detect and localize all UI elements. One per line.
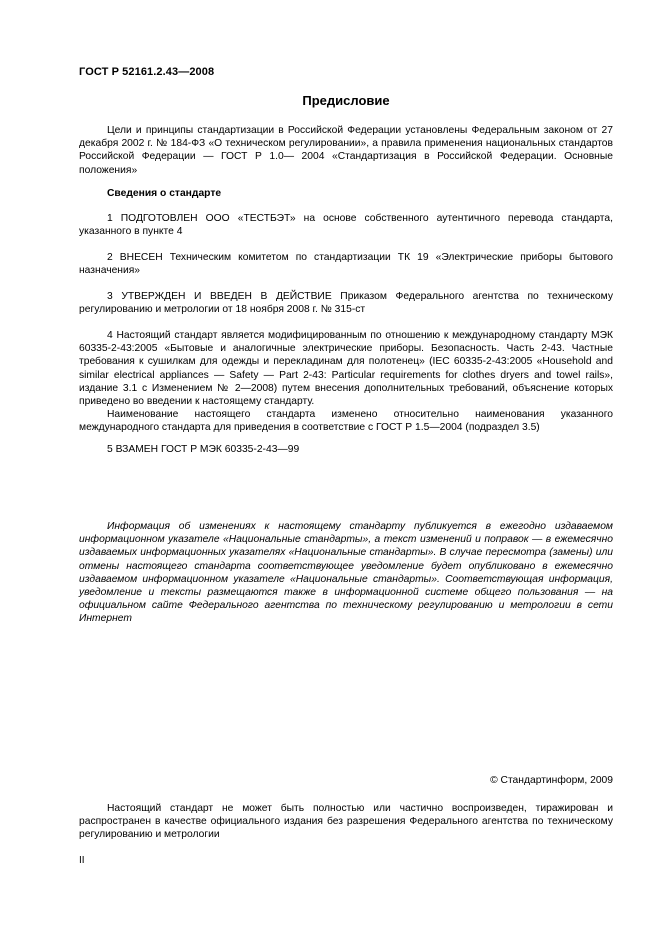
item-3 <box>79 290 613 316</box>
item-1-text: 1 ПОДГОТОВЛЕН ООО «ТЕСТБЭТ» на основе собственного аутентичного перевода стандарта, указанного в пункте 4 <box>79 213 613 238</box>
info-notice <box>79 520 613 626</box>
item-2-text: 2 ВНЕСЕН Техническим комитетом по стандартизации ТК 19 «Электрические приборы бытового назначения» <box>79 252 613 277</box>
info-notice-text: Информация об изменениях к настоящему стандарту публикуется в ежегодно издаваемом информационном указателе «Национальные стандарты», а текст изменений и поправок — в ежемесячно издаваемых информационных указателях «Национальные стандарты». В случае пересмотра (замены) или отмены настоящего стандарта соответствующее уведомление будет опубликовано в ежемесячно издаваемом информационном указателе «Национальные стандарты». Соответствующая информация, уведомление и тексты размещаются также в информационной системе общего пользования — на официальном сайте Федерального агентства по техническому регулированию и метрологии в сети Интернет <box>79 521 613 625</box>
intro-text: Цели и принципы стандартизации в Российской Федерации установлены Федеральным законом от 27 декабря 2002 г. № 184-ФЗ «О техническом регулировании», а правила применения национальных стандартов Российской Федерации — ГОСТ Р 1.0— 2004 «Стандартизация в Российской Федерации. Основные положения» <box>79 125 613 176</box>
item-4-text: 4 Настоящий стандарт является модифицированным по отношению к международному стандарту МЭК 60335-2-43:2005 «Бытовые и аналогичные электрические приборы. Безопасность. Часть 2-43. Частные требования к сушилкам для одежды и перекладинам для полотенец» (IEC 60335-2-43:2005 «Household and similar electrical appliances — Safety — Part 2-43: Particular requirements for clothes dryers and towel rails», издание 3.1 с Изменением № 2—2008) путем внесения дополнительных требований, объяснение которых приведено во введении к настоящему стандарту. <box>79 330 613 408</box>
item-5 <box>79 443 613 456</box>
page-number: II <box>79 855 85 866</box>
item-2 <box>79 251 613 277</box>
document-header: ГОСТ Р 52161.2.43—2008 <box>79 66 215 78</box>
item-4 <box>79 329 613 435</box>
item-4-note: Наименование настоящего стандарта изменено относительно наименования указанного международного стандарта для приведения в соответствие с ГОСТ Р 1.5—2004 (подраздел 3.5) <box>79 409 613 434</box>
intro-paragraph <box>79 124 613 177</box>
item-1 <box>79 212 613 238</box>
item-3-text: 3 УТВЕРЖДЕН И ВВЕДЕН В ДЕЙСТВИЕ Приказом Федерального агентства по техническому регулированию и метрологии от 18 ноября 2008 г. № 315-ст <box>79 291 613 316</box>
reproduction-notice-text: Настоящий стандарт не может быть полностью или частично воспроизведен, тиражирован и распространен в качестве официального издания без разрешения Федерального агентства по техническому регулированию и метрологии <box>79 803 613 841</box>
page-title: Предисловие <box>302 93 390 108</box>
copyright: © Стандартинформ, 2009 <box>490 775 613 786</box>
info-heading: Сведения о стандарте <box>107 188 222 199</box>
reproduction-notice <box>79 802 613 842</box>
item-5-text: 5 ВЗАМЕН ГОСТ Р МЭК 60335-2-43—99 <box>107 444 300 455</box>
info-heading-block <box>79 187 613 200</box>
